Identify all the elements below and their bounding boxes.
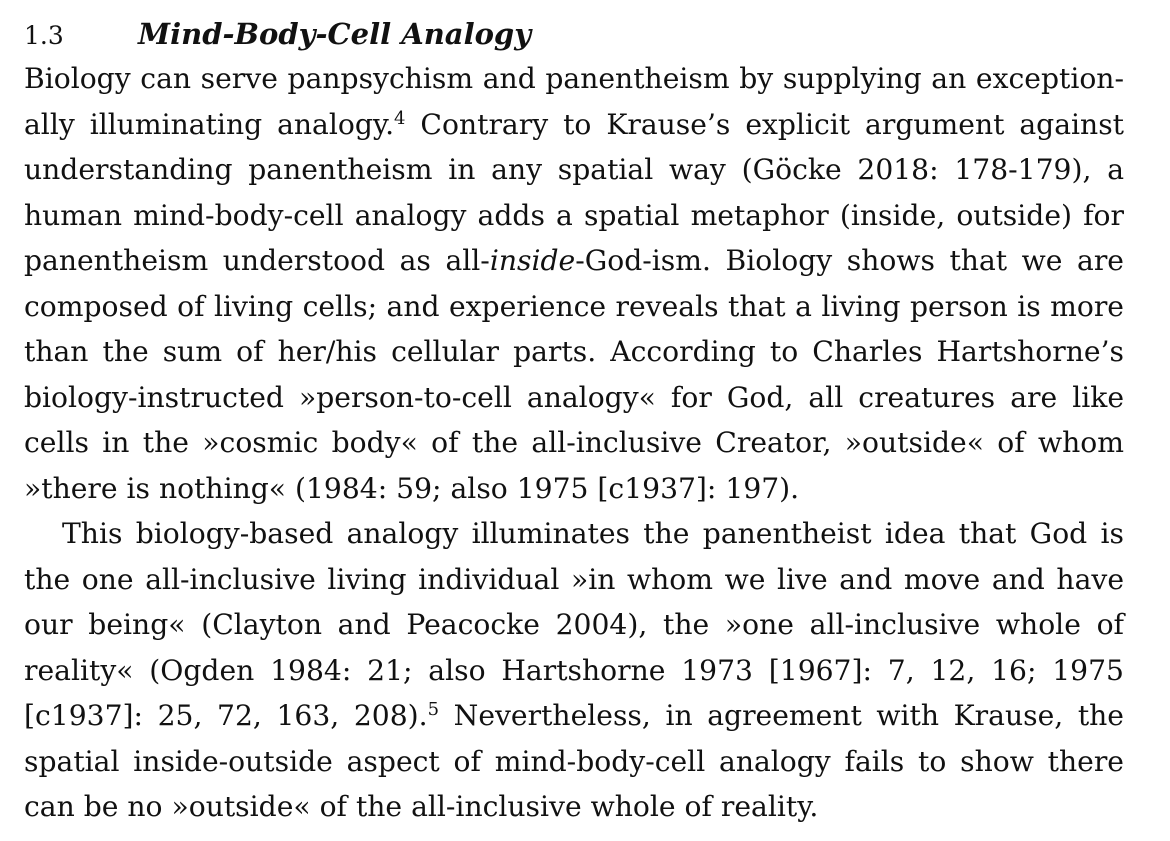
paragraph-2-text-a: This biology-based analogy illuminates the panentheist idea that God is the one all-inclusive living individual »in whom we live and move and have our being« (Clayton and Peacocke 2004), the »one all-inclusive whole of reality« (Ogden 1984: 21; also Hartshorne 1973 [1967]: 7, 12, 16; 1975 [c1937]: 25, 72, 163, 208). (24, 517, 1124, 732)
paragraph-2-text-b: Nevertheless, in agreement with Krause, the spatial inside-outside aspect of mind-body-cell analogy fails to show there can be no »outside« of the all-inclusive whole of reality. (24, 699, 1124, 823)
paragraph-1-text-c: -God-ism. Biology shows that we are composed of living cells; and experience reveals that a living person is more than the sum of her/his cellular parts. According to Charles Hartshorne’s biology-instructed »person-to-cell analogy« for God, all creatures are like cells in the »cosmic body« of the all-inclusive Creator, »outside« of whom »there is nothing« (1984: 59; also 1975 [c1937]: 197). (24, 244, 1124, 505)
footnote-marker-5[interactable]: 5 (427, 699, 440, 720)
section-heading (24, 14, 1124, 56)
emphasis-inside: inside (489, 244, 576, 277)
footnote-marker-4[interactable]: 4 (394, 107, 406, 129)
paragraph-1 (24, 56, 1124, 511)
section-title: Mind-Body-Cell Analogy (138, 17, 532, 51)
paragraph-1-text-b: Contrary to Krause’s explicit argument against understanding panentheism in any spatial way (Göcke 2018: 178-179), a human mind-body-cell analogy adds a spatial metaphor (inside, outside) for panentheism understood as all- (24, 107, 1124, 277)
section-number: 1.3 (24, 21, 64, 50)
paragraph-1-text-a: Biology can serve panpsychism and panentheism by supplying an exceptionally illuminating analogy. (24, 62, 1124, 141)
document-page (24, 14, 1124, 830)
paragraph-2 (24, 511, 1124, 830)
